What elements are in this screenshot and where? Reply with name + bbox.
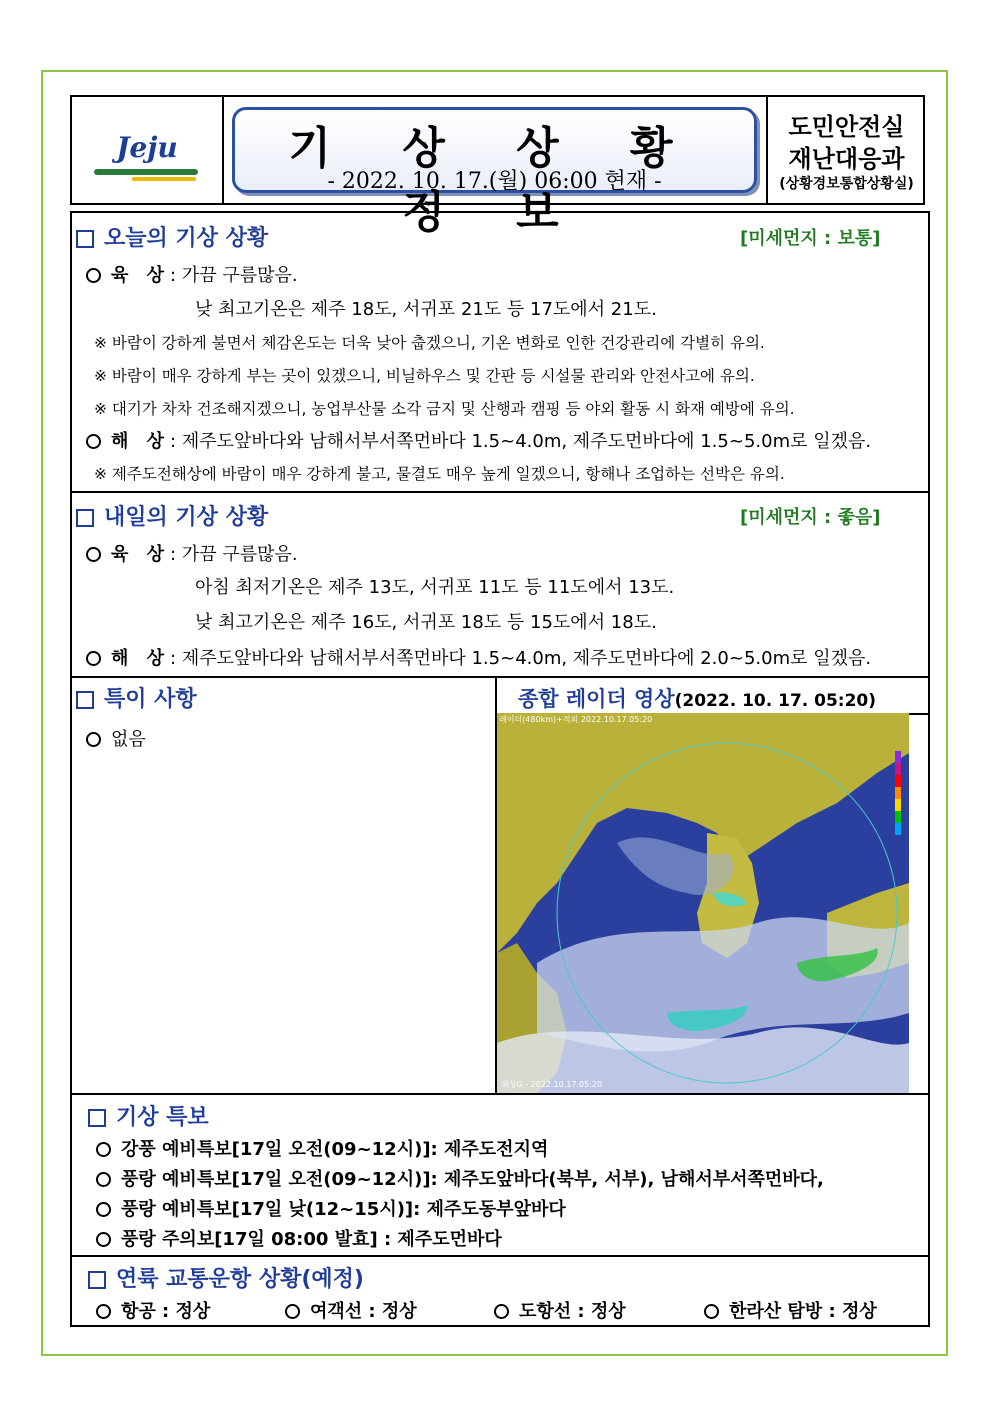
traffic-item-air: 항공 : 정상 bbox=[96, 1297, 210, 1323]
checkbox-square-icon bbox=[76, 509, 94, 527]
special-item: 없음 bbox=[86, 725, 146, 751]
page-title: 기 상 상 황 정 보 bbox=[288, 123, 701, 238]
circle-bullet-icon bbox=[96, 1142, 111, 1157]
today-land-line: 육 상: 가끔 구름많음. bbox=[86, 261, 298, 287]
warning-item: 풍랑 예비특보[17일 낮(12~15시)]: 제주도동부앞바다 bbox=[96, 1195, 566, 1221]
today-note-3: ※ 대기가 차차 건조해지겠으니, 농업부산물 소각 금지 및 산행과 캠핑 등 야외 활동 시 화재 예방에 유의. bbox=[94, 400, 795, 418]
today-note-2: ※ 바람이 매우 강하게 부는 곳이 있겠으니, 비닐하우스 및 간판 등 시설물 관리와 안전사고에 유의. bbox=[94, 367, 755, 385]
today-dust-level: [미세먼지 : 보통] bbox=[740, 228, 881, 249]
divider bbox=[72, 491, 928, 493]
department-name: 도민안전실 bbox=[788, 113, 905, 141]
special-section-title: 특이 사항 bbox=[76, 682, 197, 713]
tomorrow-min-temp: 아침 최저기온은 제주 13도, 서귀포 11도 등 11도에서 13도. bbox=[195, 577, 675, 598]
divider bbox=[72, 1255, 928, 1257]
radar-title: 종합 레이더 영상(2022. 10. 17. 05:20) bbox=[518, 687, 877, 711]
tomorrow-land-line: 육 상: 가끔 구름많음. bbox=[86, 540, 298, 566]
circle-bullet-icon bbox=[86, 732, 101, 747]
circle-bullet-icon bbox=[96, 1232, 111, 1247]
checkbox-square-icon bbox=[76, 691, 94, 709]
jeju-logo: Jeju bbox=[116, 131, 178, 164]
today-note-1: ※ 바람이 강하게 불면서 체감온도는 더욱 낮아 춥겠으니, 기온 변화로 인한 건강관리에 각별히 유의. bbox=[94, 334, 765, 352]
header bbox=[70, 95, 925, 238]
radar-image bbox=[497, 713, 909, 1093]
tomorrow-max-temp: 낮 최고기온은 제주 16도, 서귀포 18도 등 15도에서 18도. bbox=[195, 612, 657, 633]
office-name: (상황경보통합상황실) bbox=[779, 176, 914, 192]
divider bbox=[72, 676, 928, 678]
circle-bullet-icon bbox=[96, 1172, 111, 1187]
checkbox-square-icon bbox=[88, 1271, 106, 1289]
radar-timestamp: 위성G - 2022.10.17.05:20 bbox=[501, 1080, 603, 1089]
main-table bbox=[70, 211, 930, 1327]
circle-bullet-icon bbox=[86, 651, 101, 666]
logo-swoosh-accent bbox=[132, 177, 196, 181]
today-section-title: 오늘의 기상 상황 bbox=[76, 221, 268, 252]
warning-item: 강풍 예비특보[17일 오전(09~12시)]: 제주도전지역 bbox=[96, 1135, 548, 1161]
circle-bullet-icon bbox=[96, 1202, 111, 1217]
traffic-item-island-ferry: 도항선 : 정상 bbox=[494, 1297, 626, 1323]
radar-legend bbox=[895, 751, 907, 841]
circle-bullet-icon bbox=[494, 1304, 509, 1319]
circle-bullet-icon bbox=[86, 434, 101, 449]
today-sea-note: ※ 제주도전해상에 바람이 매우 강하게 불고, 물결도 매우 높게 일겠으니, 항해나 조업하는 선박은 유의. bbox=[94, 465, 785, 483]
tomorrow-section-title: 내일의 기상 상황 bbox=[76, 500, 268, 531]
circle-bullet-icon bbox=[96, 1304, 111, 1319]
logo-cell bbox=[72, 97, 224, 203]
department-cell bbox=[766, 97, 925, 203]
radar-legend-svg bbox=[895, 751, 907, 841]
tomorrow-dust-level: [미세먼지 : 좋음] bbox=[740, 507, 881, 528]
page-subtitle: - 2022. 10. 17.(월) 06:00 현재 - bbox=[327, 169, 662, 194]
title-box bbox=[232, 107, 757, 238]
division-name: 재난대응과 bbox=[788, 145, 905, 173]
warning-item: 풍랑 주의보[17일 08:00 발효] : 제주도먼바다 bbox=[96, 1225, 502, 1251]
circle-bullet-icon bbox=[86, 547, 101, 562]
radar-caption: 레이더(480km)+적외 2022.10.17.05:20 bbox=[499, 715, 653, 724]
today-land-temp: 낮 최고기온은 제주 18도, 서귀포 21도 등 17도에서 21도. bbox=[195, 299, 657, 320]
today-sea-line: 해 상: 제주도앞바다와 남해서부서쪽먼바다 1.5~4.0m, 제주도먼바다에 1.5~5.0m로 일겠음. bbox=[86, 427, 871, 453]
logo-swoosh bbox=[94, 169, 198, 175]
checkbox-square-icon bbox=[76, 230, 94, 248]
circle-bullet-icon bbox=[285, 1304, 300, 1319]
checkbox-square-icon bbox=[88, 1109, 106, 1127]
warning-item: 풍랑 예비특보[17일 오전(09~12시)]: 제주도앞바다(북부, 서부), 남해서부서쪽먼바다, bbox=[96, 1165, 824, 1191]
circle-bullet-icon bbox=[86, 268, 101, 283]
warnings-section-title: 기상 특보 bbox=[88, 1100, 209, 1131]
traffic-item-hallasan: 한라산 탐방 : 정상 bbox=[704, 1297, 877, 1323]
circle-bullet-icon bbox=[704, 1304, 719, 1319]
tomorrow-sea-line: 해 상: 제주도앞바다와 남해서부서쪽먼바다 1.5~4.0m, 제주도먼바다에 2.0~5.0m로 일겠음. bbox=[86, 644, 871, 670]
radar-map-svg bbox=[497, 713, 909, 1093]
traffic-item-ferry: 여객선 : 정상 bbox=[285, 1297, 417, 1323]
divider bbox=[72, 1093, 928, 1095]
traffic-section-title: 연륙 교통운항 상황(예정) bbox=[88, 1262, 364, 1293]
